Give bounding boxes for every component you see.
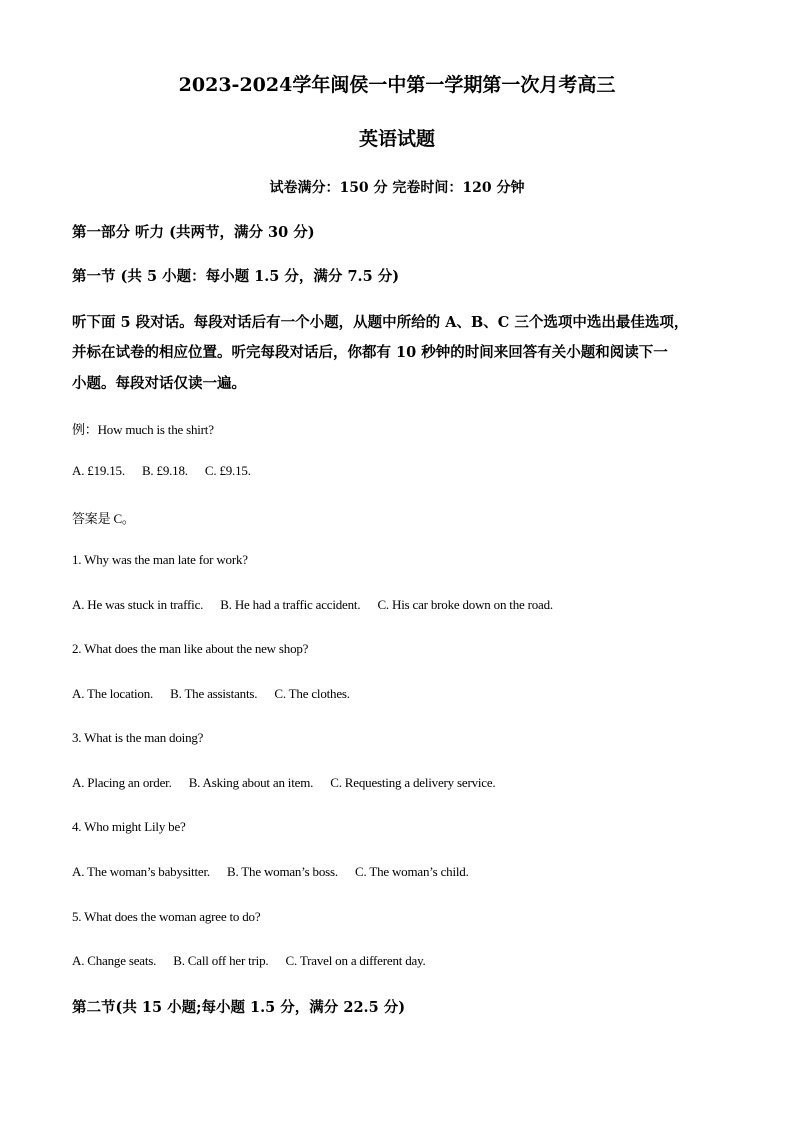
example-question: 例：How much is the shirt?	[72, 422, 214, 437]
option-b: B. Call off her trip.	[173, 953, 269, 968]
instruction-line-1: 听下面 5 段对话。每段对话后有一个小题，从题中所给的 A、B、C 三个选项中选出最佳选项，	[72, 314, 689, 331]
question-4: 4. Who might Lily be?	[72, 819, 186, 834]
example-answer: 答案是 C。	[72, 511, 135, 526]
section2-heading: 第二节(共 15 小题;每小题 1.5 分，满分 22.5 分)	[72, 999, 406, 1016]
option-c: C. The woman’s child.	[355, 864, 469, 879]
instruction-line-3: 小题。每段对话仅读一遍。	[72, 375, 246, 392]
option-b: B. Asking about an item.	[188, 775, 314, 790]
instruction-line-2: 并标在试卷的相应位置。听完每段对话后，你都有 10 秒钟的时间来回答有关小题和阅读下一	[72, 344, 668, 361]
option-c: C. The clothes.	[274, 686, 350, 701]
option-a: A. The woman’s babysitter.	[72, 864, 210, 879]
question-1: 1. Why was the man late for work?	[72, 552, 248, 567]
option-a: A. The location.	[72, 686, 154, 701]
option-a: A. Placing an order.	[72, 775, 172, 790]
question-3-options	[72, 775, 495, 791]
option-c: C. £9.15.	[204, 463, 251, 478]
question-2: 2. What does the man like about the new shop?	[72, 641, 309, 656]
section1-heading: 第一节 (共 5 小题：每小题 1.5 分，满分 7.5 分)	[72, 268, 400, 285]
option-b: B. The assistants.	[170, 686, 258, 701]
option-a: A. £19.15.	[72, 463, 125, 478]
part1-heading: 第一部分 听力 (共两节，满分 30 分)	[72, 224, 315, 241]
option-c: C. Requesting a delivery service.	[330, 775, 496, 790]
example-options	[72, 463, 251, 479]
option-c: C. Travel on a different day.	[285, 953, 426, 968]
question-2-options	[72, 686, 350, 702]
option-a: A. He was stuck in traffic.	[72, 597, 204, 612]
question-3: 3. What is the man doing?	[72, 730, 204, 745]
option-c: C. His car broke down on the road.	[377, 597, 553, 612]
question-4-options	[72, 864, 469, 880]
option-a: A. Change seats.	[72, 953, 157, 968]
exam-title: 2023-2024学年闽侯一中第一学期第一次月考高三	[178, 74, 616, 96]
question-5: 5. What does the woman agree to do?	[72, 909, 261, 924]
exam-info: 试卷满分：150 分 完卷时间：120 分钟	[269, 180, 525, 196]
question-1-options	[72, 597, 553, 613]
subject-title: 英语试题	[358, 128, 435, 150]
question-5-options	[72, 953, 426, 969]
option-b: B. The woman’s boss.	[226, 864, 338, 879]
option-b: B. He had a traffic accident.	[220, 597, 361, 612]
option-b: B. £9.18.	[141, 463, 188, 478]
